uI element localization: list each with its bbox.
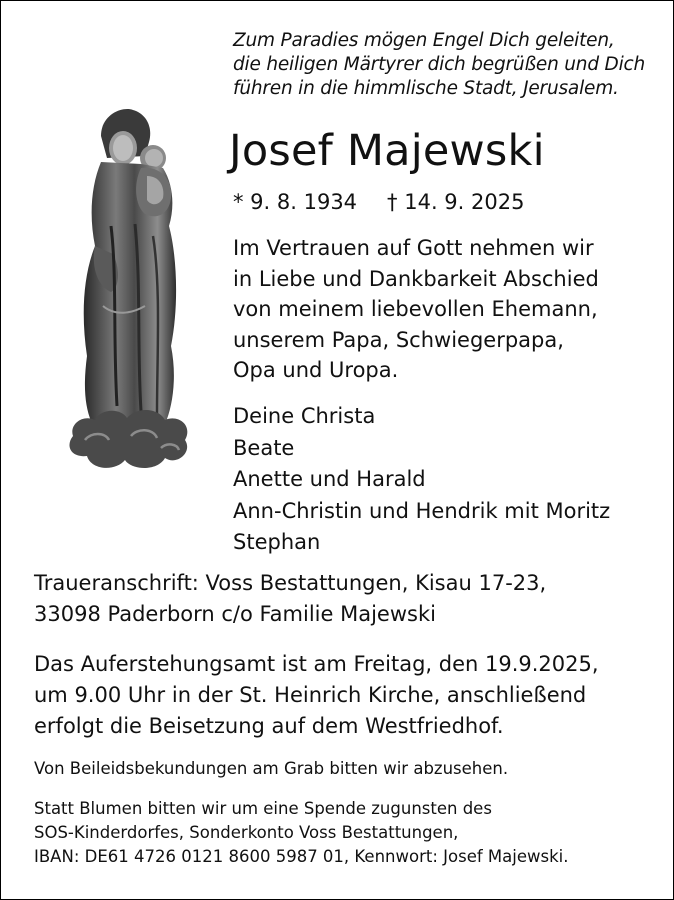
- service-line: Das Auferstehungsamt ist am Freitag, den 19.9.2025,: [34, 652, 599, 676]
- message-line: unserem Papa, Schwiegerpapa,: [233, 327, 564, 352]
- mourner: Ann-Christin und Hendrik mit Moritz: [233, 498, 611, 523]
- donation-line: Statt Blumen bitten wir um eine Spende zugunsten des: [34, 799, 492, 818]
- mourner: Anette und Harald: [233, 467, 426, 491]
- mourner: Beate: [233, 435, 295, 460]
- death-date: † 14. 9. 2025: [387, 190, 525, 214]
- verse: [233, 29, 663, 101]
- verse-line: führen in die himmlische Stadt, Jerusalem.: [233, 78, 619, 99]
- mourners-list: [233, 401, 610, 559]
- mourning-address: [34, 568, 546, 630]
- funeral-service-info: [34, 649, 599, 742]
- address-line: Traueranschrift: Voss Bestattungen, Kisau 17-23,: [34, 571, 547, 595]
- donation-line: SOS-Kinderdorfes, Sonderkonto Voss Bestattungen,: [34, 823, 459, 842]
- address-line: 33098 Paderborn c/o Familie Majewski: [34, 602, 436, 626]
- service-line: um 9.00 Uhr in der St. Heinrich Kirche, anschließend: [34, 683, 587, 707]
- deceased-name: Josef Majewski: [229, 126, 545, 176]
- mourner: Stephan: [233, 530, 321, 554]
- condolence-note: Von Beileidsbekundungen am Grab bitten wir abzusehen.: [34, 759, 509, 778]
- donation-line: IBAN: DE61 4726 0121 8600 5987 01, Kennwort: Josef Majewski.: [34, 847, 569, 866]
- birth-date: * 9. 8. 1934: [233, 190, 358, 214]
- message-line: in Liebe und Dankbarkeit Abschied: [233, 266, 599, 291]
- service-line: erfolgt die Beisetzung auf dem Westfriedhof.: [34, 714, 504, 738]
- message-line: Im Vertrauen auf Gott nehmen wir: [233, 236, 594, 260]
- madonna-statue-image: [61, 106, 201, 486]
- donation-info: [34, 797, 568, 869]
- farewell-message: [233, 233, 599, 386]
- mourner: Deine Christa: [233, 404, 376, 428]
- life-dates: [233, 188, 524, 216]
- verse-line: Zum Paradies mögen Engel Dich geleiten,: [233, 30, 615, 51]
- verse-line: die heiligen Märtyrer dich begrüßen und Dich: [233, 54, 646, 75]
- message-line: Opa und Uropa.: [233, 358, 399, 382]
- message-line: von meinem liebevollen Ehemann,: [233, 297, 598, 321]
